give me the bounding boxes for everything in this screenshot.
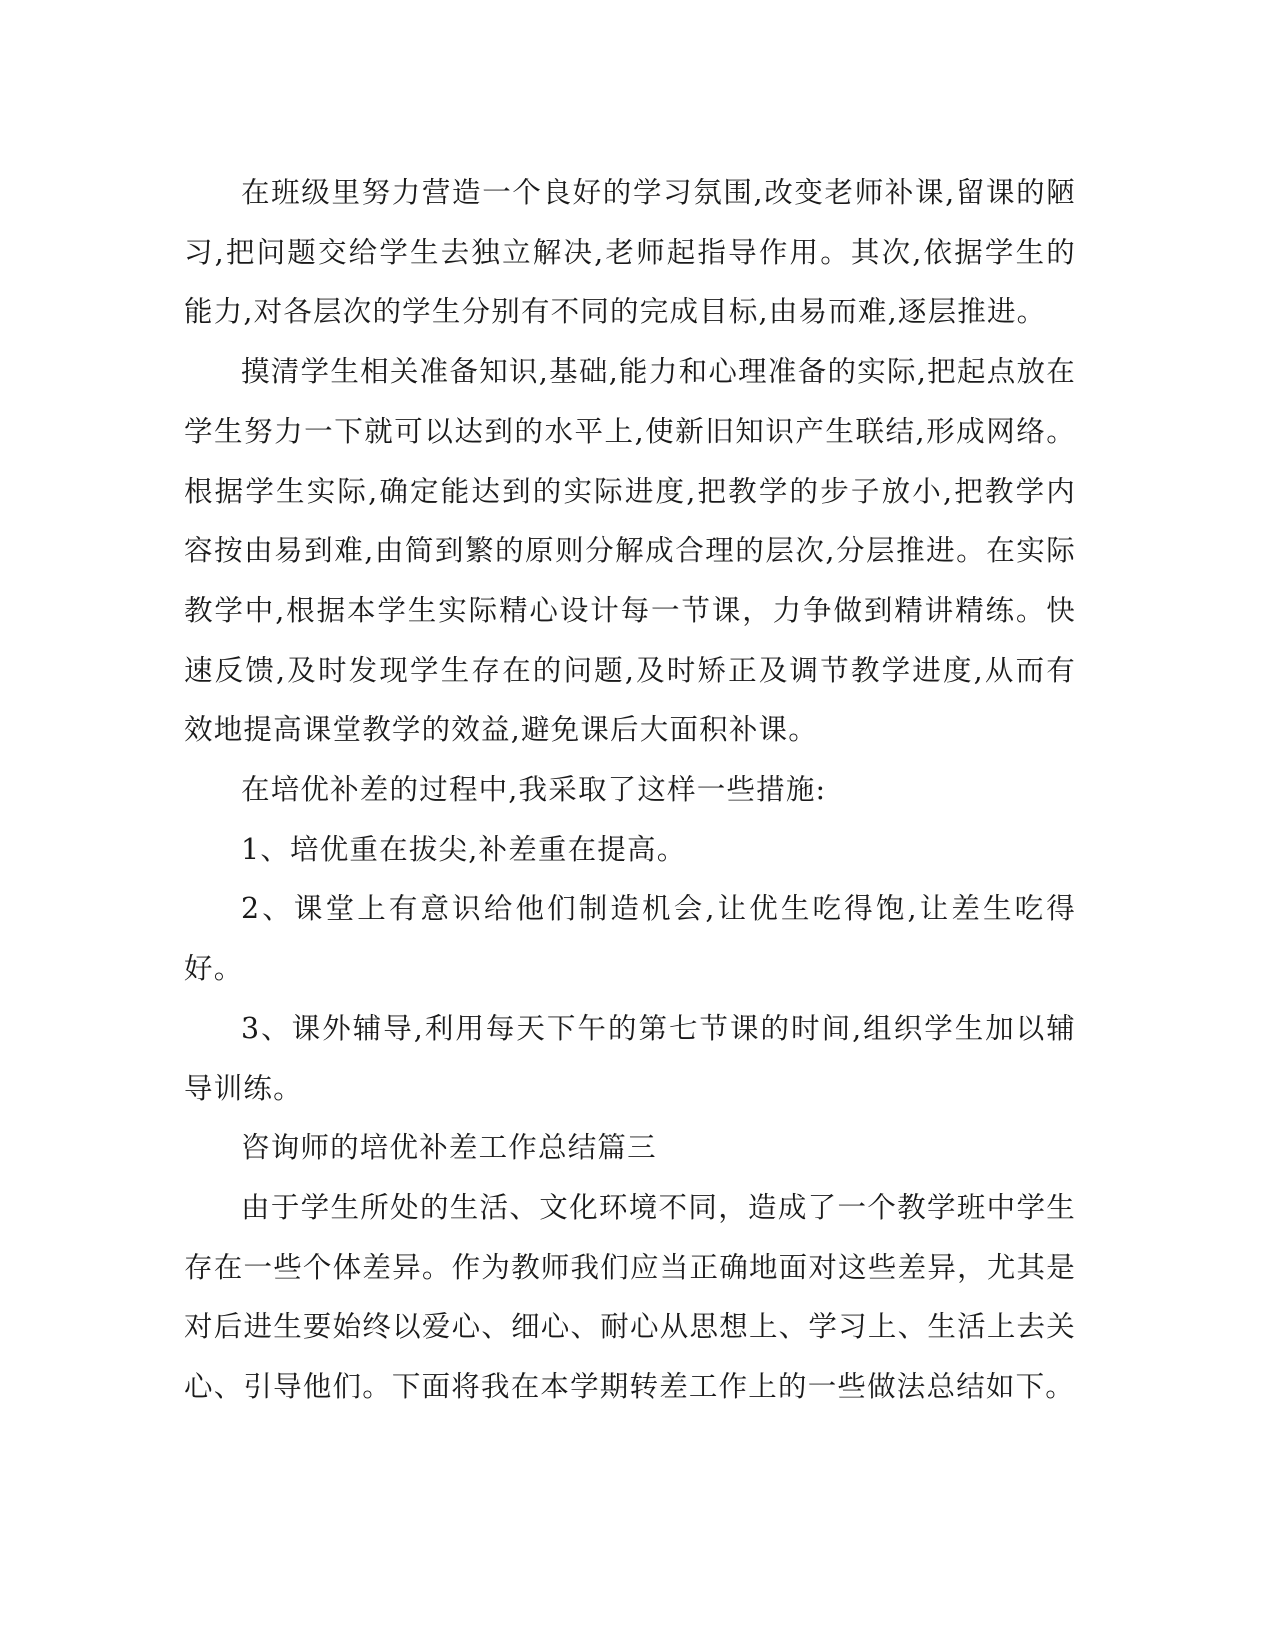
- paragraph-student-readiness: 摸清学生相关准备知识,基础,能力和心理准备的实际,把起点放在学生努力一下就可以达到的水平上,使新旧知识产生联结,形成网络。根据学生实际,确定能达到的实际进度,把教学的步子放小,把教学内容按由易到难,由简到繁的原则分解成合理的层次,分层推进。在实际教学中,根据本学生实际精心设计每一节课，力争做到精讲精练。快速反馈,及时发现学生存在的问题,及时矫正及调节教学进度,从而有效地提高课堂教学的效益,避免课后大面积补课。: [184, 355, 1076, 747]
- list-item-measure-3: 3、课外辅导,利用每天下午的第七节课的时间,组织学生加以辅导训练。: [184, 1011, 1076, 1105]
- document-body: [184, 163, 1076, 1417]
- section-heading-part-three: 咨询师的培优补差工作总结篇三: [241, 1131, 657, 1165]
- paragraph-individual-differences: 由于学生所处的生活、文化环境不同，造成了一个教学班中学生存在一些个体差异。作为教师我们应当正确地面对这些差异，尤其是对后进生要始终以爱心、细心、耐心从思想上、学习上、生活上去关心、引导他们。下面将我在本学期转差工作上的一些做法总结如下。: [184, 1190, 1076, 1404]
- list-item-measure-2: 2、课堂上有意识给他们制造机会,让优生吃得饱,让差生吃得好。: [184, 892, 1076, 986]
- paragraph-measures-intro: 在培优补差的过程中,我采取了这样一些措施:: [241, 773, 827, 807]
- paragraph-classroom-atmosphere: 在班级里努力营造一个良好的学习氛围,改变老师补课,留课的陋习,把问题交给学生去独立解决,老师起指导作用。其次,依据学生的能力,对各层次的学生分别有不同的完成目标,由易而难,逐层推进。: [184, 176, 1076, 329]
- list-item-measure-1: 1、培优重在拔尖,补差重在提高。: [241, 832, 687, 866]
